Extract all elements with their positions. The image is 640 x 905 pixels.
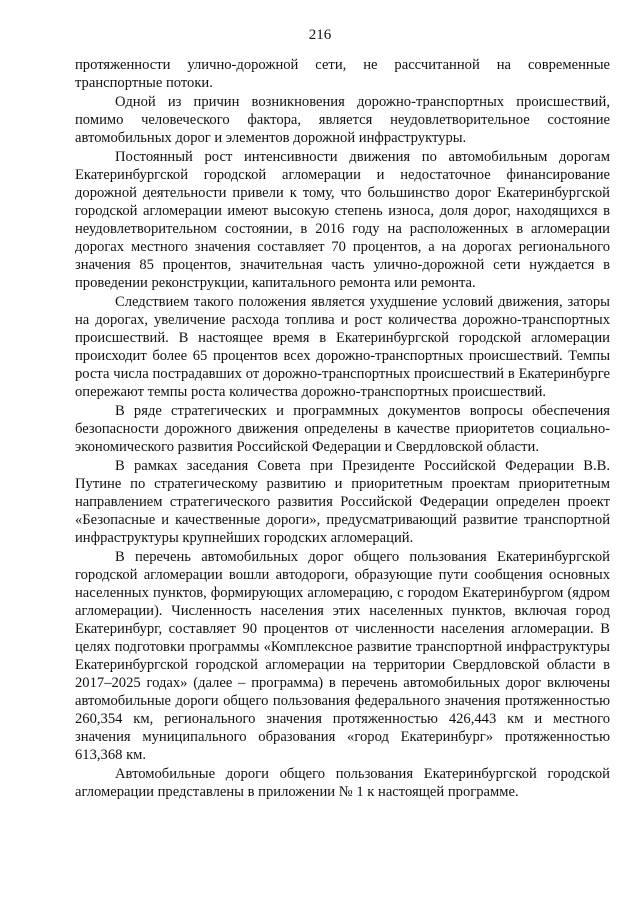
page-number: 216: [308, 27, 332, 43]
paragraph-4: Следствием такого положения является ухудшение условий движения, заторы на дорогах, увеличение расхода топлива и рост количества дорожно-транспортных происшествий. В настоящее время в Екатеринбургской городской агломерации происходит более 65 процентов всех дорожно-транспортных происшествий. Темпы роста числа пострадавших от дорожно-транспортных происшествий в Екатеринбурге опережают темпы роста количества дорожно-транспортных происшествий.: [75, 294, 610, 400]
paragraph-7: В перечень автомобильных дорог общего пользования Екатеринбургской городской агломерации вошли автодороги, образующие пути сообщения основных населенных пунктов, формирующих агломерацию, с городом Екатеринбургом (ядром агломерации). Численность населения этих населенных пунктов, включая город Екатеринбург, составляет 90 процентов от численности населения агломерации. В целях подготовки программы «Комплексное развитие транспортной инфраструктуры Екатеринбургской городской агломерации на территории Свердловской области в 2017–2025 годах» (далее – программа) в перечень автомобильных дорог включены автомобильные дороги общего пользования федерального значения протяженностью 260,354 км, регионального значения протяженностью 426,443 км и местного значения муниципального образования «город Екатеринбург» протяженностью 613,368 км.: [75, 549, 610, 763]
paragraph-5: В ряде стратегических и программных документов вопросы обеспечения безопасности дорожного движения определены в качестве приоритетов социально-экономического развития Российской Федерации и Свердловской области.: [75, 403, 610, 455]
paragraph-6: В рамках заседания Совета при Президенте Российской Федерации В.В. Путине по стратегическому развитию и приоритетным проектам приоритетным направлением стратегического развития Российской Федерации определен проект «Безопасные и качественные дороги», предусматривающий развитие транспортной инфраструктуры крупнейших городских агломераций.: [75, 458, 610, 546]
paragraph-1: протяженности улично-дорожной сети, не рассчитанной на современные транспортные потоки.: [75, 57, 610, 91]
paragraph-8: Автомобильные дороги общего пользования Екатеринбургской городской агломерации представлены в приложении № 1 к настоящей программе.: [75, 766, 610, 800]
document-body: [75, 56, 610, 802]
paragraph-3: Постоянный рост интенсивности движения по автомобильным дорогам Екатеринбургской городской агломерации и недостаточное финансирование дорожной деятельности привели к тому, что большинство дорог Екатеринбургской городской агломерации имеют высокую степень износа, доля дорог, находящихся в неудовлетворительном состоянии, в 2016 году на расположенных в агломерации дорогах местного значения составляет 70 процентов, а на дорогах регионального значения 85 процентов, значительная часть улично-дорожной сети нуждается в проведении реконструкции, капитального ремонта или ремонта.: [75, 149, 610, 291]
paragraph-2: Одной из причин возникновения дорожно-транспортных происшествий, помимо человеческого фактора, является неудовлетворительное состояние автомобильных дорог и элементов дорожной инфраструктуры.: [75, 94, 610, 146]
